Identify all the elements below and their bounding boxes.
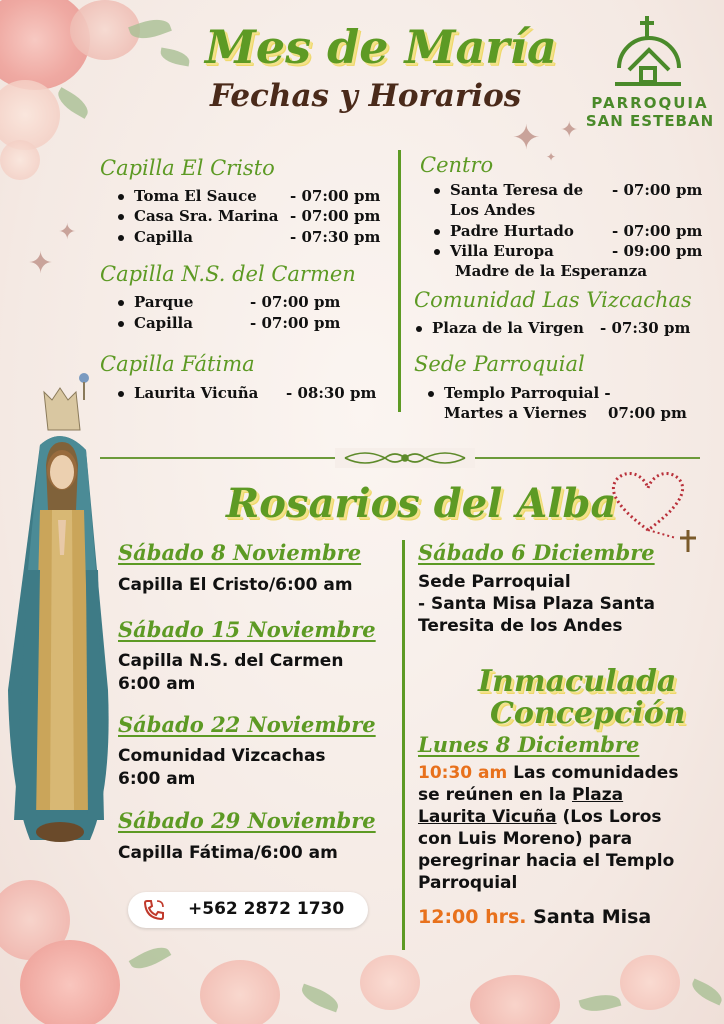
list-item-time: - 07:00 pm (290, 207, 381, 225)
inmaculada-line: Laurita Vicuña (Los Loros (418, 807, 662, 827)
parish-name-2: SAN ESTEBAN (585, 112, 715, 130)
church-logo-icon (585, 12, 715, 97)
list-item-time: - 07:00 pm (250, 293, 341, 311)
flower-decoration (470, 975, 560, 1024)
section-heading: Capilla El Cristo (100, 156, 275, 180)
section-heading: Centro (420, 153, 494, 177)
list-item: Villa Europa (434, 242, 554, 260)
rosario-detail: 6:00 am (118, 674, 196, 694)
rosario-detail: 6:00 am (118, 769, 196, 789)
section-heading: Comunidad Las Vizcachas (414, 288, 692, 312)
leaf-decoration (298, 984, 341, 1013)
list-item-time: - 07:00 pm (612, 222, 703, 240)
leaf-decoration (579, 990, 622, 1016)
inmaculada-title: Inmaculada (478, 664, 677, 699)
flower-decoration (0, 140, 40, 180)
list-item-time: - 07:00 pm (250, 314, 341, 332)
list-item: Santa Teresa de (434, 181, 583, 199)
rosario-date: Sábado 29 Noviembre (118, 808, 376, 833)
inmaculada-line: Parroquial (418, 873, 518, 893)
time-highlight: 10:30 am (418, 763, 508, 783)
inmaculada-line: 10:30 am Las comunidades (418, 763, 679, 783)
page-subtitle: Fechas y Horarios (210, 78, 522, 114)
inmaculada-line: peregrinar hacia el Templo (418, 851, 675, 871)
rosario-date: Sábado 6 Diciembre (418, 540, 655, 565)
section-heading: Capilla N.S. del Carmen (100, 262, 356, 286)
leaf-decoration (159, 48, 191, 67)
inmaculada-line: con Luis Moreno) para (418, 829, 633, 849)
rosario-detail: Sede Parroquial (418, 572, 571, 592)
list-item-cont: Los Andes (450, 201, 536, 219)
list-item-time: - 08:30 pm (286, 384, 377, 402)
rosario-detail: Comunidad Vizcachas (118, 746, 326, 766)
list-item-time: - 07:30 pm (600, 319, 691, 337)
list-item: Parque (118, 293, 193, 311)
virgin-statue-image (0, 370, 115, 860)
inmaculada-title-2: Concepción (490, 696, 686, 731)
sparkle-icon: ✦ (546, 150, 557, 164)
rosario-date: Sábado 22 Noviembre (118, 712, 376, 737)
list-item: Plaza de la Virgen (416, 319, 584, 337)
phone-number: +562 2872 1730 (188, 899, 345, 919)
list-item-time: 07:00 pm (608, 404, 687, 422)
rosario-date: Sábado 15 Noviembre (118, 617, 376, 642)
list-item-time: - 07:30 pm (290, 228, 381, 246)
phone-pill[interactable] (128, 892, 368, 928)
leaf-decoration (689, 978, 724, 1005)
list-item: Toma El Sauce (118, 187, 257, 205)
list-item: Capilla (118, 228, 193, 246)
list-item-time: - 07:00 pm (612, 181, 703, 199)
sparkle-icon: ✦ (560, 118, 579, 143)
rosario-detail: Capilla El Cristo/6:00 am (118, 575, 353, 595)
rosario-detail: Teresita de los Andes (418, 616, 623, 636)
column-divider (398, 150, 401, 412)
list-item: Casa Sra. Marina (118, 207, 279, 225)
list-item-time: - 07:00 pm (290, 187, 381, 205)
ornament-divider-icon (335, 448, 475, 468)
rosario-detail: Capilla N.S. del Carmen (118, 651, 344, 671)
phone-icon (142, 898, 166, 922)
flower-decoration (20, 940, 120, 1024)
rosario-date: Sábado 8 Noviembre (118, 540, 362, 565)
flower-decoration (360, 955, 420, 1010)
time-highlight: 12:00 hrs. (418, 906, 527, 928)
section-heading: Capilla Fátima (100, 352, 255, 376)
flower-decoration (0, 80, 60, 150)
flower-decoration (200, 960, 280, 1024)
list-item-cont: Madre de la Esperanza (455, 262, 648, 280)
inmaculada-date: Lunes 8 Diciembre (418, 732, 640, 757)
list-item: Laurita Vicuña (118, 384, 258, 402)
parish-logo (585, 12, 715, 132)
list-item: Capilla (118, 314, 193, 332)
ornament-divider (100, 448, 700, 468)
rosario-detail: Capilla Fátima/6:00 am (118, 843, 338, 863)
rosario-detail: - Santa Misa Plaza Santa (418, 594, 656, 614)
sparkle-icon: ✦ (512, 118, 541, 158)
sparkle-icon: ✦ (28, 246, 54, 281)
section-heading: Sede Parroquial (414, 352, 585, 376)
inmaculada-misa: 12:00 hrs. Santa Misa (418, 906, 652, 928)
flower-decoration (620, 955, 680, 1010)
leaf-decoration (129, 941, 172, 975)
sparkle-icon: ✦ (58, 220, 77, 245)
list-item-cont: Martes a Viernes (444, 404, 587, 422)
list-item: Templo Parroquial - (428, 384, 611, 402)
column-divider (402, 540, 405, 950)
list-item: Padre Hurtado (434, 222, 574, 240)
parish-name: PARROQUIA (591, 94, 709, 112)
inmaculada-line: se reúnen en la Plaza (418, 785, 624, 805)
page-title: Mes de María (205, 20, 557, 74)
section-title: Rosarios del Alba (226, 480, 617, 527)
list-item-time: - 09:00 pm (612, 242, 703, 260)
